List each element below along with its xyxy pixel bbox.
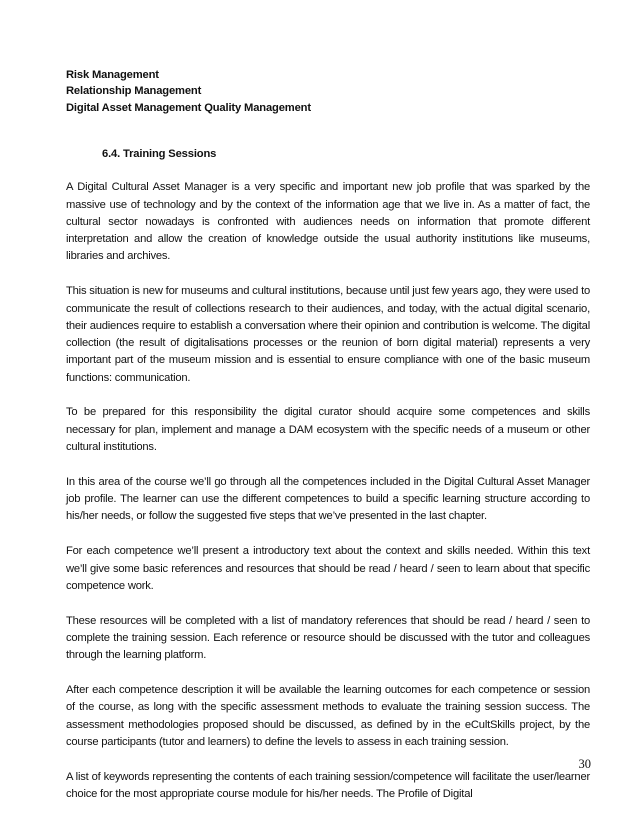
page-content: [66, 67, 590, 803]
paragraph: To be prepared for this responsibility the digital curator should acquire some competences and skills necessary for plan, implement and manage a DAM ecosystem with the specific needs of a museum or other cultural institutions.: [66, 406, 590, 454]
page-number: 30: [578, 757, 591, 771]
paragraph: This situation is new for museums and cultural institutions, because until just few years ago, they were used to communicate the result of collections research to their audiences, and today, with the actual digital scenario, their audiences require to establish a conversation where their opinion and contribution is welcome. The digital collection (the result of digitalisations processes or the reunion of born digital material) represents a very important part of the museum mission and is essential to ensure compliance with one of the basic museum functions: communication.: [66, 285, 590, 384]
paragraph: In this area of the course we’ll go through all the competences included in the Digital Cultural Asset Manager job profile. The learner can use the different competences to build a specific learning structure according to his/her needs, or follow the suggested five steps that we’ve presented in the last chapter.: [66, 475, 590, 523]
paragraph: After each competence description it will be available the learning outcomes for each competence or session of the course, as long with the specific assessment methods to evaluate the training session success. The assessment methodologies proposed should be discussed, as defined by in the eCultSkills project, by the course participants (tutor and learners) to define the levels to assess in each training session.: [66, 684, 590, 748]
heading-risk-management: Risk Management: [66, 69, 159, 81]
paragraph: For each competence we’ll present a introductory text about the context and skills needed. Within this text we’ll give some basic references and resources that should be read / heard / seen to learn about that specific competence work.: [66, 545, 590, 592]
paragraph: These resources will be completed with a list of mandatory references that should be read / heard / seen to complete the training session. Each reference or resource should be discussed with the tutor and colleagues through the learning platform.: [66, 614, 590, 662]
paragraph: A list of keywords representing the contents of each training session/competence will facilitate the user/learner choice for the most appropriate course module for his/her needs. The Profile of Digital: [66, 770, 590, 801]
heading-relationship-management: Relationship Management: [66, 85, 202, 98]
heading-dam-quality-management: Digital Asset Management Quality Management: [66, 101, 311, 114]
paragraph: A Digital Cultural Asset Manager is a very specific and important new job profile that was sparked by the massive use of technology and by the context of the information age that we live in. As a matter of fact, the cultural sector nowadays is confronted with audiences needs on information that promote different interpretation and allow the creation of knowledge outside the usual authority institutions like museums, libraries and archives.: [66, 181, 590, 263]
section-title: 6.4. Training Sessions: [102, 148, 217, 161]
